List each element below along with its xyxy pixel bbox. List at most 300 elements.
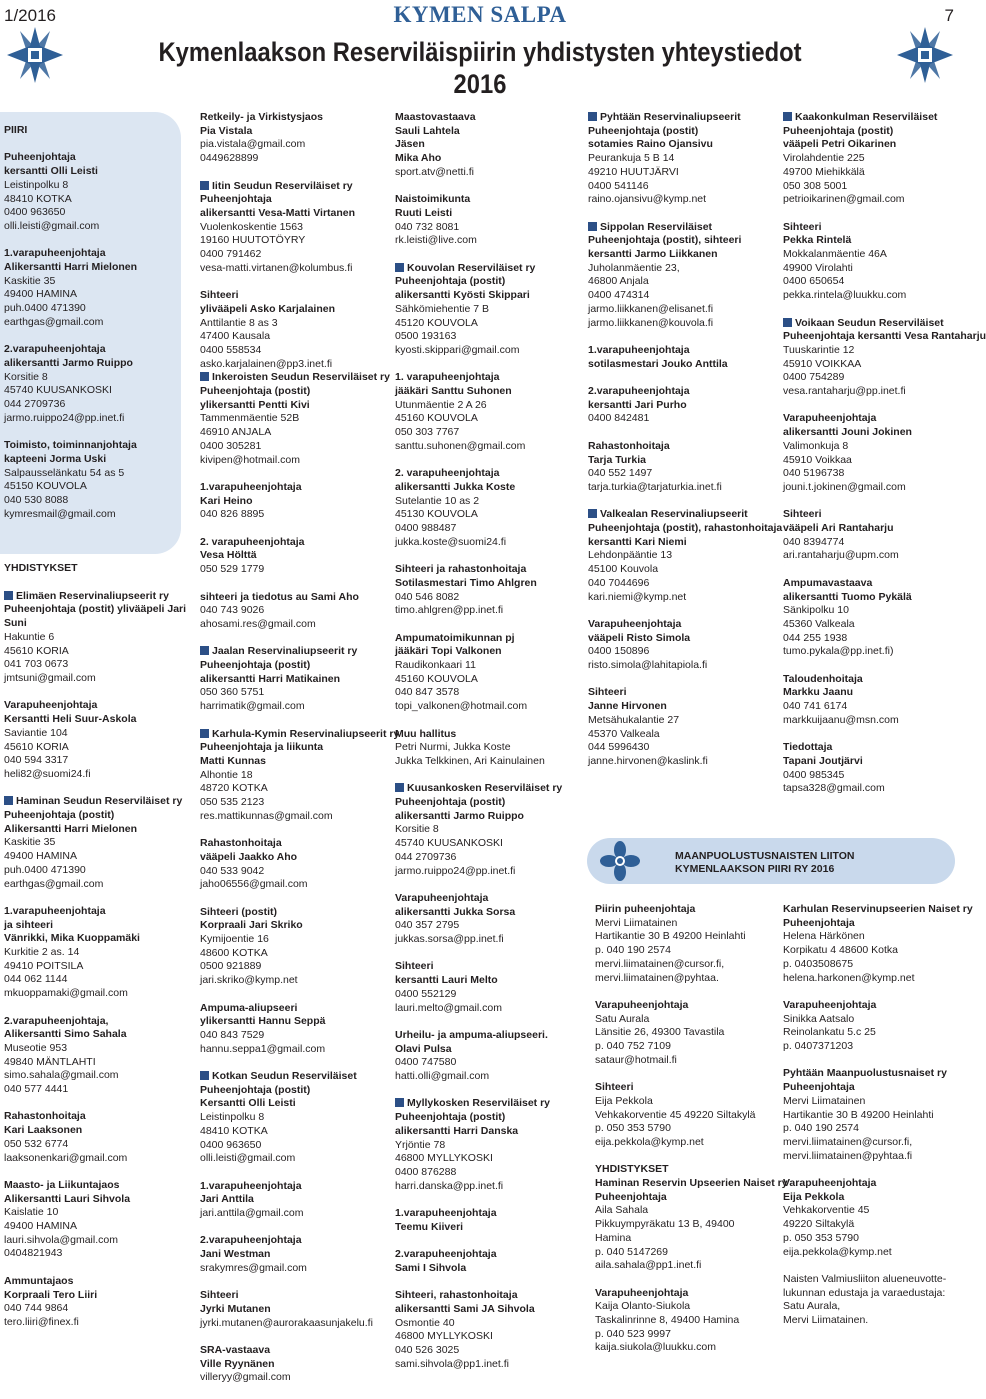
text: 49400 HAMINA (4, 850, 77, 863)
association-name (200, 645, 399, 659)
text: Valkealan Reservinaliupseerit (600, 508, 748, 521)
contact-line (200, 1317, 399, 1331)
role-heading (200, 1289, 399, 1303)
text: mervi.liimatainen@pyhtaa.fi (783, 1149, 913, 1162)
contact-line (595, 1122, 788, 1136)
spacer (395, 1276, 562, 1290)
contact-line (200, 344, 399, 358)
text: res.mattikunnas@gmail.com (200, 809, 333, 822)
contact-line (4, 1206, 186, 1220)
contact-line (200, 947, 399, 961)
role-heading (595, 1081, 788, 1095)
role-heading (200, 1084, 399, 1098)
text: mkuoppamaki@gmail.com (4, 987, 128, 1000)
role-heading (783, 426, 986, 440)
text: Kaakonkulman Reserviläiset (795, 111, 938, 123)
magazine-brand: KYMEN SALPA (393, 2, 567, 27)
text: p. 040 752 7109 (595, 1040, 671, 1053)
text: Sihteeri (200, 1289, 239, 1302)
role-heading (395, 796, 562, 810)
text: Varapuheenjohtaja (595, 1286, 689, 1299)
text: Tapani Joutjärvi (783, 754, 863, 767)
text: 45610 KORIA (4, 740, 69, 753)
text: 050 303 7767 (395, 426, 460, 439)
text: 0400 150896 (588, 645, 650, 658)
text: Matti Kunnas (200, 754, 266, 767)
association-name (200, 728, 399, 742)
text: kersantti Jarmo Liikkanen (588, 248, 718, 261)
role-heading (4, 905, 186, 919)
text: petrioikarinen@gmail.com (783, 193, 905, 206)
text: Haminan Seudun Reserviläiset ry (16, 795, 183, 808)
text: Länsitie 26, 49300 Tavastila (595, 1026, 725, 1039)
text: Mervi Liimatainen (783, 1094, 866, 1107)
contact-line (783, 1150, 973, 1164)
contact-line (783, 1218, 973, 1232)
text: 1.varapuheenjohtaja (395, 1207, 497, 1220)
contact-line (783, 1013, 973, 1027)
text: Puheenjohtaja ja liikunta (200, 741, 324, 754)
contact-line (4, 960, 186, 974)
contact-line (200, 960, 399, 974)
contact-line (395, 221, 562, 235)
contact-line (783, 454, 986, 468)
text: Varapuheenjohtaja (595, 998, 689, 1011)
contact-line (395, 495, 562, 509)
contact-line (395, 1070, 562, 1084)
contact-line (4, 727, 186, 741)
text: Korpraali Tero Liiri (4, 1288, 98, 1301)
spacer (395, 714, 562, 728)
spacer (395, 769, 562, 783)
spacer (200, 714, 399, 728)
contact-line (4, 754, 186, 768)
role-heading (395, 960, 562, 974)
spacer (4, 425, 186, 439)
role-heading (395, 906, 562, 920)
contact-line (783, 1300, 973, 1314)
contact-line (200, 769, 399, 783)
role-heading (588, 454, 782, 468)
role-heading (4, 1193, 186, 1207)
column-2 (200, 111, 399, 1385)
contact-line (595, 958, 788, 972)
role-heading (395, 645, 562, 659)
text: Osmontie 40 (395, 1316, 455, 1329)
text: 1.varapuheenjohtaja (4, 247, 106, 260)
role-heading (4, 247, 186, 261)
role-heading (395, 728, 562, 742)
text: Myllykosken Reserviläiset ry (407, 1097, 551, 1110)
contact-line (200, 618, 399, 632)
text: earthgas@gmail.com (4, 315, 104, 328)
text: p. 050 353 5790 (595, 1122, 671, 1135)
role-heading (4, 617, 186, 631)
spacer (200, 632, 399, 646)
contact-line (4, 1302, 186, 1316)
text: p. 040 190 2574 (595, 944, 671, 957)
text: Jari Anttila (200, 1193, 254, 1206)
spacer (783, 985, 973, 999)
text: Valimonkuja 8 (783, 439, 849, 452)
role-heading (588, 618, 782, 632)
spacer (395, 549, 562, 563)
role-heading (200, 591, 399, 605)
text: Voikaan Seudun Reserviläiset (795, 316, 944, 329)
role-heading (588, 358, 782, 372)
contact-line (783, 618, 986, 632)
text: 040 847 3578 (395, 686, 460, 699)
text: 49840 MÄNTLAHTI (4, 1055, 96, 1068)
text: 0400 791462 (200, 248, 262, 261)
square-bullet-icon (588, 112, 597, 121)
association-name (4, 590, 186, 604)
text: Puheenjohtaja (postit) (200, 1083, 311, 1096)
text: 0404821943 (4, 1247, 63, 1260)
spacer (200, 1166, 399, 1180)
text: villeryy@gmail.com (200, 1371, 291, 1384)
text: Varapuheenjohtaja (783, 1177, 877, 1190)
association-name (395, 782, 562, 796)
contact-line (595, 1109, 788, 1123)
spacer (4, 1001, 186, 1015)
contact-line (783, 385, 986, 399)
contact-line (395, 536, 562, 550)
spacer (588, 673, 782, 687)
square-bullet-icon (200, 729, 209, 738)
contact-line (200, 138, 399, 152)
spacer (4, 549, 186, 563)
contact-line (4, 193, 186, 207)
text: Karhulan Reservinupseerien Naiset ry (783, 903, 973, 915)
spacer (200, 166, 399, 180)
role-heading (200, 303, 399, 317)
contact-line (595, 1300, 788, 1314)
spacer (783, 495, 986, 509)
role-heading (783, 686, 986, 700)
association-name (395, 262, 562, 276)
contact-line (200, 782, 399, 796)
text: 040 5196738 (783, 467, 845, 480)
role-heading (588, 440, 782, 454)
role-heading (4, 343, 186, 357)
role-heading (200, 906, 399, 920)
contact-line (595, 1054, 788, 1068)
contact-line (783, 193, 986, 207)
role-heading (595, 1163, 788, 1177)
association-name (783, 317, 986, 331)
contact-line (595, 1314, 788, 1328)
role-heading (395, 632, 562, 646)
text: 0500 193163 (395, 330, 457, 343)
contact-line (395, 659, 562, 673)
contact-line (783, 1314, 973, 1328)
role-heading (783, 741, 986, 755)
contact-line (588, 755, 782, 769)
contact-line (588, 577, 782, 591)
text: 45910 VOIKKAA (783, 357, 862, 370)
contact-line (200, 604, 399, 618)
contact-line (595, 1259, 788, 1273)
role-heading (200, 837, 399, 851)
contact-line (4, 1138, 186, 1152)
role-heading (783, 755, 986, 769)
text: alikersantti Jarmo Ruippo (395, 809, 524, 822)
contact-line (4, 316, 186, 330)
contact-line (588, 549, 782, 563)
contact-line (395, 508, 562, 522)
contact-line (783, 440, 986, 454)
role-heading (783, 577, 986, 591)
contact-line (4, 302, 186, 316)
contact-line (4, 288, 186, 302)
role-heading (4, 261, 186, 275)
contact-line (395, 1358, 562, 1372)
text: 041 703 0673 (4, 658, 69, 671)
association-name (200, 371, 399, 385)
page-title (58, 36, 903, 100)
contact-line (783, 371, 986, 385)
contact-line (395, 1152, 562, 1166)
spacer (588, 207, 782, 221)
square-bullet-icon (200, 181, 209, 190)
text: Tarja Turkia (588, 453, 646, 466)
text: Sotilasmestari Timo Ahlgren (395, 576, 537, 589)
contact-line (588, 180, 782, 194)
contact-line (588, 193, 782, 207)
contact-line (200, 700, 399, 714)
text: 1.varapuheenjohtaja (200, 480, 302, 493)
contact-line (4, 1316, 186, 1330)
text: 040 594 3317 (4, 754, 69, 767)
text: 0400 963650 (4, 206, 66, 219)
text: vääpeli Risto Simola (588, 631, 691, 644)
role-heading (4, 699, 186, 713)
contact-line (4, 1042, 186, 1056)
role-heading (783, 508, 986, 522)
text: 2.varapuheenjohtaja (4, 343, 106, 356)
text: Tuuskarintie 12 (783, 343, 855, 356)
role-heading (783, 917, 973, 931)
spacer (4, 891, 186, 905)
text: puh.0400 471390 (4, 863, 86, 876)
contact-line (783, 275, 986, 289)
square-bullet-icon (783, 318, 792, 327)
text: Satu Aurala (595, 1012, 650, 1025)
contact-line (395, 1056, 562, 1070)
spacer (588, 495, 782, 509)
contact-line (395, 440, 562, 454)
text: 0400 842481 (588, 412, 650, 425)
role-heading (588, 138, 782, 152)
text: Sihteeri (588, 686, 627, 699)
contact-line (588, 303, 782, 317)
contact-line (4, 946, 186, 960)
text: Jukka Telkkinen, Ari Kainulainen (395, 754, 545, 767)
spacer (200, 823, 399, 837)
spacer (200, 522, 399, 536)
emblem-right-icon (894, 24, 956, 86)
text: Haminan Reservin Upseerien Naiset ry (595, 1177, 788, 1190)
contact-line (588, 481, 782, 495)
contact-line (783, 1026, 973, 1040)
role-heading (200, 1248, 399, 1262)
text: p. 040 523 9997 (595, 1327, 671, 1340)
text: Virolahdentie 225 (783, 152, 865, 165)
text: Taloudenhoitaja (783, 672, 863, 685)
role-heading (4, 1275, 186, 1289)
contact-line (4, 508, 186, 522)
text: Sinikka Aatsalo (783, 1012, 855, 1025)
spacer (200, 467, 399, 481)
text: 040 843 7529 (200, 1028, 265, 1041)
square-bullet-icon (200, 646, 209, 655)
contact-line (395, 919, 562, 933)
text: kaija.siukola@luukku.com (595, 1341, 716, 1354)
text: 040 732 8081 (395, 220, 460, 233)
contact-line (395, 865, 562, 879)
text: Muu hallitus (395, 727, 457, 740)
text: 48410 KOTKA (200, 1124, 268, 1137)
contact-line (588, 152, 782, 166)
role-heading (200, 536, 399, 550)
text: jaho06556@gmail.com (200, 878, 308, 891)
text: Rahastonhoitaja (588, 439, 670, 452)
text: Maastovastaava (395, 111, 476, 123)
text: Alhontie 18 (200, 768, 253, 781)
contact-line (4, 412, 186, 426)
contact-line (783, 930, 973, 944)
spacer (595, 1150, 788, 1164)
text: 040 743 9026 (200, 604, 265, 617)
contact-line (783, 1109, 973, 1123)
role-heading (783, 903, 973, 917)
text: vesa.rantaharju@pp.inet.fi (783, 385, 906, 398)
contact-line (395, 1166, 562, 1180)
contact-line (200, 508, 399, 522)
role-heading (200, 1193, 399, 1207)
text: rk.leisti@live.com (395, 234, 477, 247)
role-heading (200, 193, 399, 207)
role-heading (200, 399, 399, 413)
role-heading (783, 1067, 973, 1081)
contact-line (783, 1287, 973, 1301)
text: Kari Laaksonen (4, 1124, 83, 1137)
text: 0400 474314 (588, 289, 650, 302)
text: 0400 747580 (395, 1056, 457, 1069)
contact-line (783, 248, 986, 262)
role-heading (783, 999, 973, 1013)
contact-line (4, 467, 186, 481)
spacer (200, 1276, 399, 1290)
text: Puheenjohtaja (783, 916, 855, 929)
text: Sippolan Reserviläiset (600, 220, 713, 233)
role-heading (4, 1179, 186, 1193)
contact-line (200, 1139, 399, 1153)
contact-line (783, 481, 986, 495)
spacer (200, 988, 399, 1002)
spacer (395, 1193, 562, 1207)
text: Tiedottaja (783, 741, 833, 754)
role-heading (4, 165, 186, 179)
text: helena.harkonen@kymp.net (783, 971, 915, 984)
role-heading (200, 1234, 399, 1248)
role-heading (588, 686, 782, 700)
contact-line (395, 837, 562, 851)
spacer (395, 618, 562, 632)
role-heading (595, 999, 788, 1013)
text: heli82@suomi24.fi (4, 767, 91, 780)
contact-line (200, 426, 399, 440)
role-heading (588, 522, 782, 536)
spacer (4, 234, 186, 248)
contact-line (783, 1136, 973, 1150)
contact-line (395, 700, 562, 714)
role-heading (783, 125, 986, 139)
women-league-box (587, 838, 955, 884)
contact-line (588, 714, 782, 728)
text: Sauli Lahtela (395, 124, 460, 137)
text: Kersantti Heli Suur-Askola (4, 713, 137, 726)
role-heading (783, 1191, 973, 1205)
text: Hartikantie 30 B 49200 Heinlahti (783, 1108, 934, 1121)
text: Kouvolan Reserviläiset ry (407, 261, 536, 274)
contact-line (783, 549, 986, 563)
text: Pia Vistala (200, 124, 253, 137)
role-heading (783, 221, 986, 235)
text: p. 050 353 5790 (783, 1231, 859, 1244)
text: 45740 KUUSANKOSKI (395, 837, 503, 850)
role-heading (395, 563, 562, 577)
text: Korsitie 8 (395, 823, 439, 836)
role-heading (4, 1110, 186, 1124)
role-heading (395, 289, 562, 303)
text: eija.pekkola@kymp.net (595, 1135, 704, 1148)
square-bullet-icon (588, 509, 597, 518)
role-heading (4, 357, 186, 371)
text: Vehkakorventie 45 (783, 1204, 870, 1217)
contact-line (595, 1246, 788, 1260)
contact-line (783, 358, 986, 372)
contact-line (200, 412, 399, 426)
text: Urheilu- ja ampuma-aliupseeri. (395, 1028, 548, 1041)
text: olli.leisti@gmail.com (4, 219, 100, 232)
text: Metsähukalantie 27 (588, 713, 680, 726)
text: Varapuheenjohtaja (395, 891, 489, 904)
role-heading (395, 385, 562, 399)
text: Vuolenkoskentie 1563 (200, 220, 303, 233)
text: Hamina (595, 1231, 632, 1244)
text: Satu Aurala, (783, 1300, 841, 1313)
spacer (783, 207, 986, 221)
spacer (4, 1261, 186, 1275)
contact-line (4, 1083, 186, 1097)
role-heading (4, 809, 186, 823)
role-heading (200, 741, 399, 755)
column-4 (588, 111, 782, 769)
text: Suni (4, 617, 27, 630)
contact-line (395, 344, 562, 358)
role-heading (4, 124, 186, 138)
text: Sutelantie 10 as 2 (395, 494, 480, 507)
text: kari.niemi@kymp.net (588, 590, 687, 603)
association-name (200, 1070, 399, 1084)
spacer (395, 180, 562, 194)
text: Alikersantti Harri Mielonen (4, 822, 138, 835)
text: 49210 HUUTJÄRVI (588, 165, 679, 178)
contact-line (783, 1246, 973, 1260)
text: Kaskitie 35 (4, 836, 56, 849)
